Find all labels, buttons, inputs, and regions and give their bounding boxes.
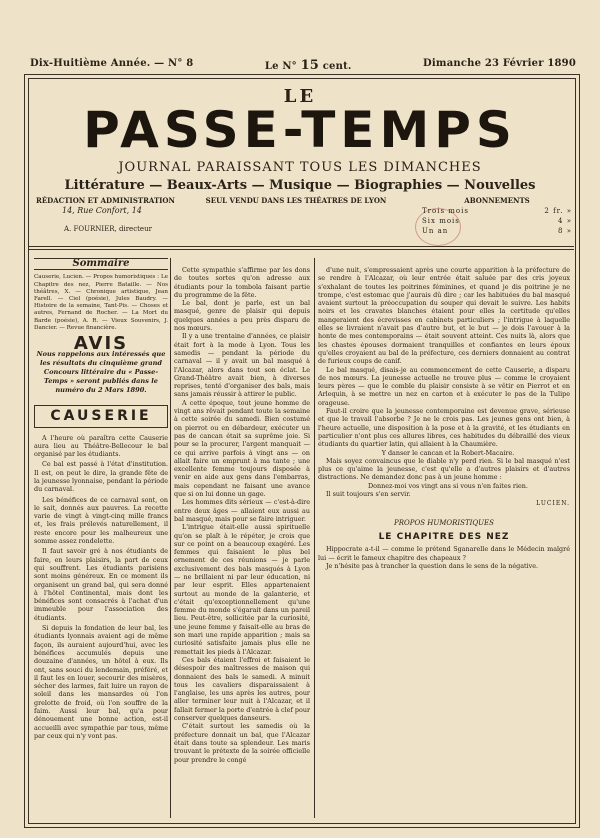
- paragraph: Je n'hésite pas à trancher la question dans le sens de la négative.: [326, 561, 539, 570]
- paragraph: Cette sympathie s'affirme par les dons de toutes sortes qu'on adresse aux étudiants pour la tombola faisant partie du programme de la fête.: [174, 266, 310, 299]
- sold-in-theaters: SEUL VENDU DANS LES THÉATRES DE LYON: [205, 196, 387, 205]
- sommaire-text: Causerie, Lucien. — Propos humoristiques : Le Chapitre des nez, Pierre Bataille. — Nos théâtres, X. — Chronique artistique, Jean Farell. — Ciel (poésie), Jules Baudry. — Histoire de la semaine, Tant-Pis. — Choses et autres, Fernand de Rocher. — La Mort du Barde (poésie), A. R. — Vieux Souvenirs, J. Dancier. — Revue financière.: [34, 274, 168, 331]
- paragraph: Mais soyez convaincus que le diable n'y perd rien. Si le bal masqué n'est plus ce qu'aime la jeunesse, c'est qu'elle a d'autres plaisirs et d'autres distractions. Ne demandez donc pas à un jeune homme :: [318, 456, 570, 482]
- avis-heading: AVIS: [73, 332, 129, 354]
- paragraph: Il y a une trentaine d'années, ce plaisir était fort à la mode à Lyon. Tous les samedis — pendant la période du carnaval — il y avait un bal masqué à l'Alcazar, alors dans tout son éclat. Le Grand-Théâtre avait bien, à diverses reprises, tenté d'organiser des bals, mais sans jamais réussir à attirer le public.: [174, 332, 310, 399]
- header-divider: [28, 249, 574, 250]
- column-3: [318, 266, 570, 570]
- paragraph: Faut-il croire que la jeunesse contemporaine est devenue grave, sérieuse et que le travail l'absorbe ? Je ne le crois pas. Les jeunes gens ont bien, à l'heure actuelle, une disposition à la pose et à la gravité, et les étudiants en particulier n'ont plus ces allures libres, ces habitudes du débraillé des vieux étudiants du quartier latin, qui allaient à la Chaumière.: [318, 407, 570, 449]
- title-article: LE: [283, 86, 317, 107]
- paragraph: Il faut savoir gré à nos étudiants de faire, en leurs plaisirs, la part de ceux qui souffrent. Les étudiants parisiens sont moins généreux. En ce moment ils organisent un grand bal, qui sera donné à l'hôtel Continental, mais dont les bénéfices sont consacrés à l'achat d'un immeuble pour l'association des étudiants.: [34, 547, 168, 622]
- paragraph: Les hommes dits sérieux — c'est-à-dire entre deux âges — allaient eux aussi au bal masqué, mais pour se faire intriguer.: [174, 498, 310, 523]
- redaction-director: A. FOURNIER, directeur: [64, 225, 152, 233]
- paragraph: A cette époque, tout jeune homme de vingt ans rêvait pendant toute la semaine à cette soirée du samedi. Bien costumé on pierrot ou en débardeur, exécuter un pas de cancan était sa suprême joie. Si pour se la procurer, l'argent manquait — ce qui arrive parfois à vingt ans — on allait faire un emprunt à ma tante ; une excellente femme toujours disposée à venir en aide aux gens dans l'embarras, mais cependant ne faisant une avance que si on lui donne un gage.: [174, 398, 310, 499]
- subscriptions-label: ABONNEMENTS: [464, 196, 530, 205]
- newspaper-title: PASSE-TEMPS: [83, 101, 517, 159]
- causerie-heading: CAUSERIE: [34, 405, 168, 427]
- paragraph: d'une nuit, s'empressaient après une courte apparition à la préfecture de se rendre à l'Alcazar, où leur entrée était saluée par des cris joyeux s'exhalant de toutes les poitrines féminines, et quand je dis poitrine je ne trompe, c'est estomac que j'aurais dû dire ; car les habituées du bal masqué avaient surtout la préoccupation du souper qui devait le suivre. Les habits noirs et les cravates blanches étaient pour elles la certitude qu'elles mangeraient des écrevisses en cabinets particuliers ; l'intrigue à laquelle elles se livraient n'avait pas d'autre but, et le but — je dois l'avouer à la honte de mes contemporains — était souvent atteint. Ces nuits là, alors que les chastes épouses dormaient tranquilles et confiantes en leurs époux qu'elles croyaient au bal de la préfecture, ces derniers donnaient au contrat de furieux coups de canif.: [318, 266, 570, 366]
- newspaper-subtitle: JOURNAL PARAISSANT TOUS LES DIMANCHES: [118, 160, 482, 175]
- redaction-address: 14, Rue Confort, 14: [62, 206, 142, 215]
- sommaire-block: [34, 274, 168, 332]
- masthead-topline: [30, 58, 576, 73]
- paragraph: Si depuis la fondation de leur bal, les étudiants lyonnais avaient agi de même façon, ils auraient aujourd'hui, avec les bénéfices accumulés depuis une douzaine d'années, un hôtel à eux. Ils ont, sans souci du lendemain, préféré, et il faut les en louer, secourir des misères, sécher des larmes, fait luire un rayon de soleil dans les mansardes où l'on grelotte de froid, où l'on souffre de la faim. Aussi leur bal, qu'a pour dénouement une bonne action, est-il accueilli avec sympathie par tous, même par ceux qui n'y vont pas.: [34, 624, 168, 740]
- subscription-row: Un an 8 »: [422, 227, 572, 235]
- paragraph: Ce bal est passé à l'état d'institution. Il est, on peut le dire, la grande fête de la jeunesse lyonnaise, pendant la période du carnaval.: [34, 460, 168, 494]
- column-1: [34, 258, 168, 740]
- rubrics-line: Littérature — Beaux-Arts — Musique — Biographies — Nouvelles: [64, 178, 536, 193]
- issue-price: Le N° 15 cent.: [264, 58, 352, 73]
- paragraph: A l'heure où paraîtra cette Causerie aura lieu au Théâtre-Bellecour le bal organisé par les étudiants.: [34, 433, 168, 459]
- sommaire-heading: Sommaire: [34, 258, 168, 270]
- paragraph: Il suit toujours s'en servir.: [326, 490, 411, 499]
- subscription-row: Six mois 4 »: [422, 217, 572, 225]
- paragraph: L'intrigue était-elle aussi spirituelle qu'on se plaît à le répéter, je crois que sur ce point on a beaucoup exagéré. Les femmes qui faisaient le plus bel ornement de ces réunions — je parle exclusivement des bals masqués à Lyon — ne brillaient ni par leur éducation, ni par leur esprit. Elles appartenaient surtout au monde de la galanterie, et c'était qu'exceptionnellement qu'une femme du monde s'égarait dans un pareil lieu. Peut-être, sollicitée par la curiosité, une jeune femme y faisait-elle au bras de son mari une rapide apparition ; mais sa curiosité satisfaite jamais plus elle ne remettait les pieds à l'Alcazar.: [174, 523, 310, 656]
- column-rule: [170, 258, 171, 818]
- paragraph: C'était surtout les samedis où la préfecture donnait un bal, que l'Alcazar était dans toute sa splendeur. Les maris trouvant le prétexte de la soirée officielle pour prendre le congé: [174, 722, 310, 764]
- subscription-row: Trois mois 2 fr. »: [422, 207, 572, 215]
- causerie-col1: [34, 434, 168, 741]
- subscriptions-block: [422, 196, 572, 235]
- redaction-label: RÉDACTION ET ADMINISTRATION: [36, 196, 175, 205]
- avis-text: Nous rappelons aux intéressés que les résultats du cinquième grand Concours littéraire du « Passe-Temps » seront publiés dans le numéro du 2 Mars 1890.: [36, 350, 166, 395]
- column-2: [174, 266, 310, 764]
- propos-heading: PROPOS HUMORISTIQUES: [394, 518, 494, 527]
- paragraph: Les bénéfices de ce carnaval sont, on le sait, donnés aux pauvres. La recette varie de vingt à vingt-cinq mille francs et, les frais prélevés naturellement, il reste encore pour les malheureux une somme assez rondelette.: [34, 495, 168, 546]
- paragraph: Donnez-moi vos vingt ans si vous n'en faites rien.: [368, 481, 528, 490]
- column-rule: [314, 258, 315, 818]
- paragraph: Le bal, dont je parle, est un bal masqué, genre de plaisir qui depuis quelques années a peu près disparu de nos mœurs.: [174, 299, 310, 333]
- paragraph: Hippocrate a-t-il — comme le prétend Sganarelle dans le Médecin malgré lui — écrit le fameux chapitre des chapeaux ?: [318, 545, 570, 562]
- paragraph: Y danser le cancan et la Robert-Macaire.: [381, 448, 515, 457]
- paragraph: Ces bals étaient l'effroi et faisaient le désespoir des maîtresses de maison qui donnaient des bals le samedi. A minuit tous les cavaliers disparaissaient à l'anglaise, les uns après les autres, pour aller terminer leur nuit à l'Alcazar, et il fallait fermer la porte d'entrée à clef pour conserver quelques danseurs.: [174, 655, 310, 723]
- causerie-signature: LUCIEN.: [536, 500, 570, 508]
- issue-date: Dimanche 23 Février 1890: [423, 58, 576, 69]
- header-divider: [28, 246, 574, 247]
- propos-title: LE CHAPITRE DES NEZ: [378, 531, 510, 542]
- year-issue: Dix-Huitième Année. — N° 8: [30, 58, 194, 69]
- paragraph: Le bal masqué, disais-je au commencement de cette Causerie, a disparu de nos mœurs. La jeunesse actuelle ne trouve plus — comme le croyaient leurs pères — que le comble du plaisir consiste à se vêtir en Pierrot et en Arlequin, à se mettre un nez en carton et à exécuter le pas de la Tulipe orageuse.: [318, 365, 570, 407]
